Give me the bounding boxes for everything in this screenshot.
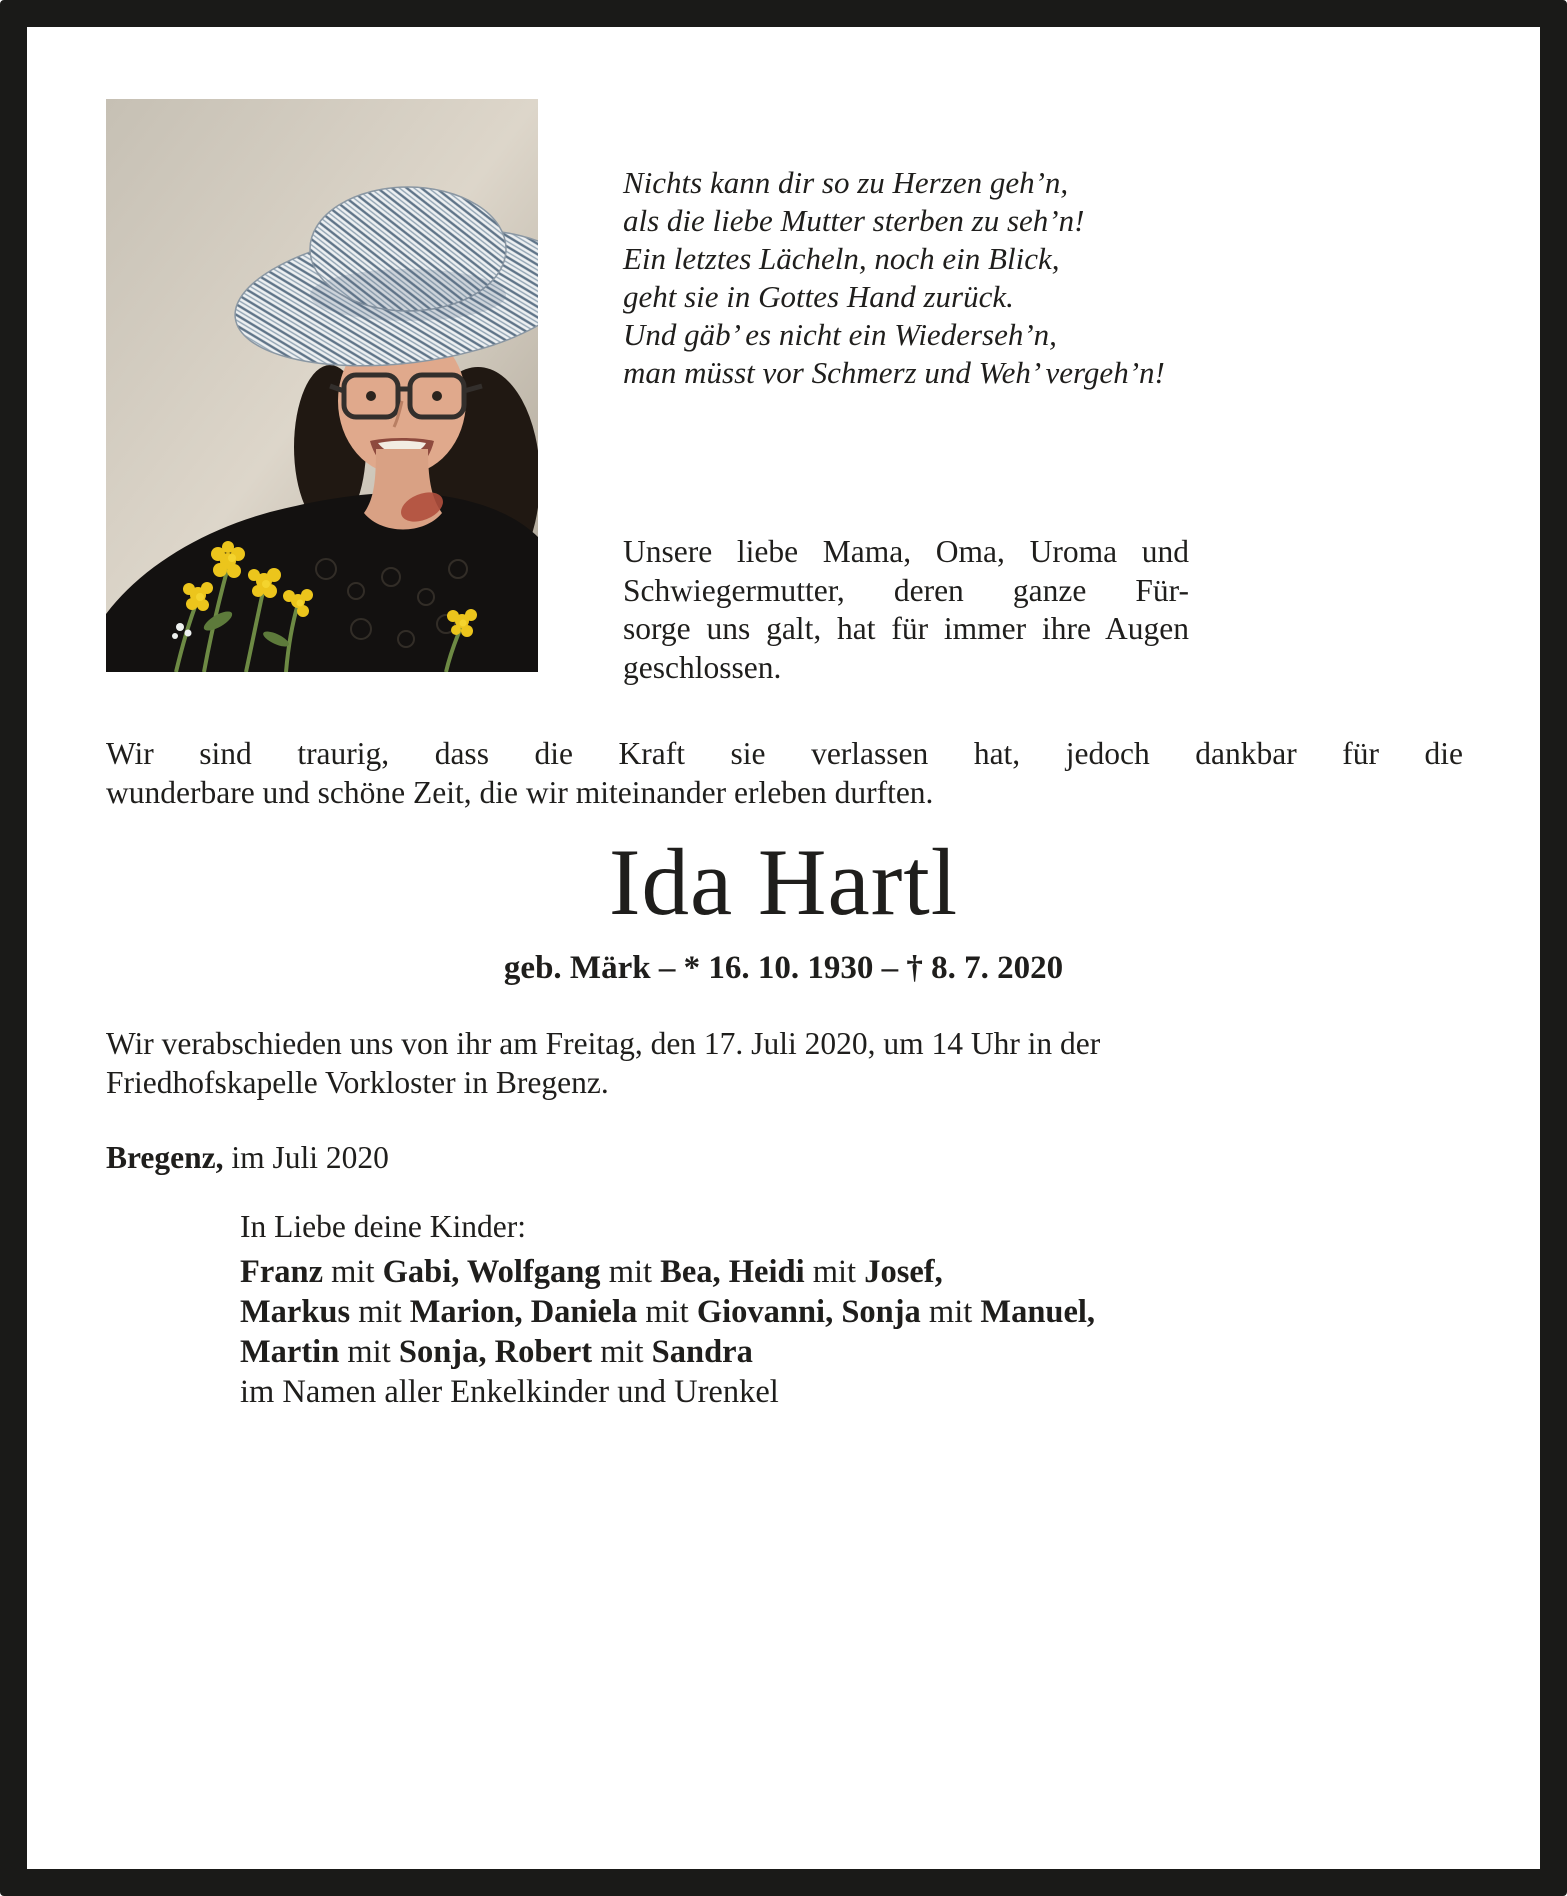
text-line: Friedhofskapelle Vorkloster in Bregenz.	[106, 1065, 609, 1100]
farewell-paragraph	[106, 1024, 1466, 1102]
text-line: Unsere liebe Mama, Oma, Uroma und	[623, 534, 1189, 569]
family-line: Martin mit Sonja, Robert mit Sandra	[240, 1334, 753, 1370]
text-line: Und gäb’ es nicht ein Wiederseh’n,	[623, 317, 1057, 352]
portrait-photo	[106, 99, 538, 672]
memorial-poem	[623, 164, 1165, 392]
text-line: Wir sind traurig, dass die Kraft sie verlassen hat, jedoch dankbar für die	[106, 736, 1463, 771]
text-line: sorge uns galt, hat für immer ihre Augen	[623, 611, 1189, 646]
text-line: wunderbare und schöne Zeit, die wir miteinander erleben durften.	[106, 775, 934, 810]
text-line: geschlossen.	[623, 649, 782, 685]
text-line: als die liebe Mutter sterben zu seh’n!	[623, 203, 1085, 238]
family-line: im Namen aller Enkelkinder und Urenkel	[240, 1374, 779, 1410]
text-line: Wir verabschieden uns von ihr am Freitag, den 17. Juli 2020, um 14 Uhr in der	[106, 1026, 1101, 1061]
text-line: Ein letztes Lächeln, noch ein Blick,	[623, 241, 1060, 276]
text-line: geht sie in Gottes Hand zurück.	[623, 279, 1014, 314]
tribute-paragraph	[106, 734, 1463, 812]
dateline-date: im Juli 2020	[223, 1140, 389, 1175]
text-line: Nichts kann dir so zu Herzen geh’n,	[623, 165, 1069, 200]
text-line: Schwiegermutter, deren ganze Für-	[623, 572, 1189, 608]
life-dates: geb. Märk – * 16. 10. 1930 – † 8. 7. 2020	[503, 950, 1064, 986]
deceased-name: Ida Hartl	[608, 829, 959, 935]
dateline-place: Bregenz,	[106, 1140, 224, 1175]
text-line: man müsst vor Schmerz und Weh’ vergeh’n!	[623, 355, 1165, 390]
family-names	[240, 1252, 1095, 1412]
intro-paragraph	[623, 533, 1189, 687]
portrait-photo-illustration	[106, 99, 538, 672]
family-heading: In Liebe deine Kinder:	[240, 1209, 527, 1244]
dateline	[106, 1140, 389, 1176]
family-line: Franz mit Gabi, Wolfgang mit Bea, Heidi mit Josef,	[240, 1254, 943, 1290]
family-line: Markus mit Marion, Daniela mit Giovanni, Sonja mit Manuel,	[240, 1294, 1096, 1330]
